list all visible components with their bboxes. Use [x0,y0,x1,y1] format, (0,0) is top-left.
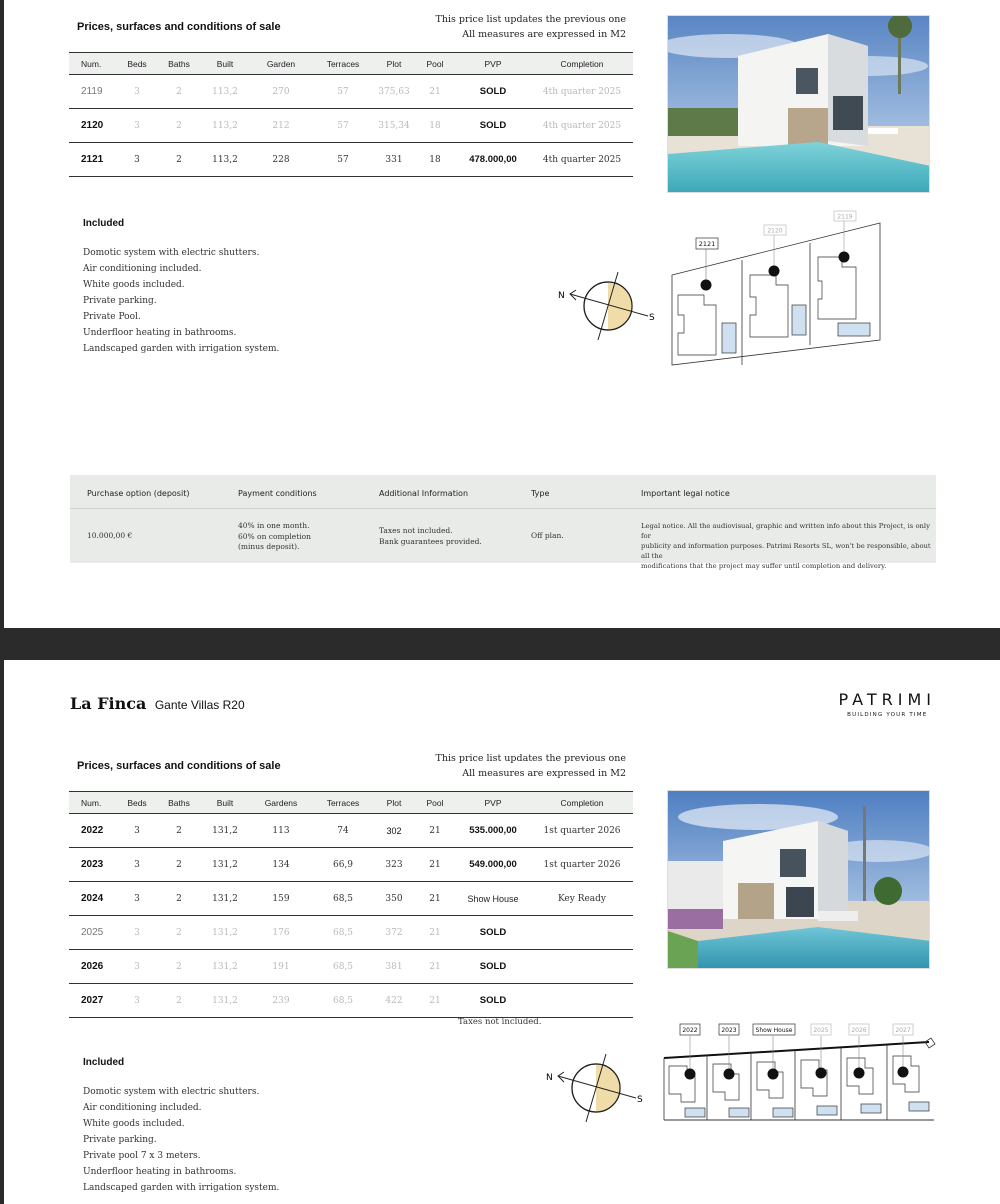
cell-plot: 350 [373,882,415,916]
cell-plot: 323 [373,848,415,882]
plan-label: Show House [755,1027,793,1034]
list-item: Landscaped garden with irrigation system. [83,1183,280,1193]
cell-pvp: Show House [455,882,531,916]
plan-label: 2022 [682,1027,698,1034]
list-item: Private parking. [83,296,157,306]
cell-plot: 331 [373,143,415,177]
conditions-header: Purchase option (deposit) [87,489,190,498]
cell-terraces: 66,9 [313,848,373,882]
cell-num: 2121 [69,143,117,177]
cell-baths: 2 [157,882,201,916]
cell-beds: 3 [117,950,157,984]
list-item: Private parking. [83,1135,157,1145]
cell-pvp: SOLD [455,109,531,143]
col-baths: Baths [157,792,201,814]
cell-pvp: SOLD [455,75,531,109]
cell-beds: 3 [117,848,157,882]
table-row [69,814,633,848]
cell-terraces: 68,5 [313,916,373,950]
cell-garden: 159 [249,882,313,916]
conditions-table [70,475,936,570]
cell-beds: 3 [117,143,157,177]
cell-completion: 4th quarter 2025 [531,75,633,109]
table-header-row [69,792,633,814]
cell-pool: 21 [415,950,455,984]
cell-built: 131,2 [201,848,249,882]
included-list [83,245,279,357]
cell-baths: 2 [157,109,201,143]
table-row [69,950,633,984]
cell-terraces: 68,5 [313,882,373,916]
cell-num: 2024 [69,882,117,916]
cell-terraces: 57 [313,75,373,109]
table-row [69,848,633,882]
cell-built: 131,2 [201,814,249,848]
plan-label: 2026 [851,1027,867,1034]
price-table [69,52,633,177]
list-item: Underfloor heating in bathrooms. [83,328,237,338]
included-section [83,218,279,357]
price-list-notes [435,751,626,781]
price-list-notes [435,12,626,42]
cell-garden: 134 [249,848,313,882]
list-item: White goods included. [83,280,185,290]
cell-beds: 3 [117,814,157,848]
table-row [69,109,633,143]
cell-terraces: 74 [313,814,373,848]
col-completion: Completion [531,792,633,814]
cell-completion [531,984,633,1018]
col-num: Num. [69,792,117,814]
cell-pool: 18 [415,109,455,143]
cell-baths: 2 [157,984,201,1018]
note-line: All measures are expressed in M2 [462,29,626,40]
deposit-value: 10.000,00 € [87,531,133,540]
conditions-header: Payment conditions [238,489,317,498]
cell-completion: 1st quarter 2026 [531,814,633,848]
cell-pool: 18 [415,143,455,177]
col-terraces: Terraces [313,792,373,814]
plan-label: 2025 [813,1027,829,1034]
cell-built: 131,2 [201,950,249,984]
col-built: Built [201,792,249,814]
tax-note: Taxes not included. [458,1017,542,1027]
cell-garden: 239 [249,984,313,1018]
logo-name: PATRIMI [838,690,936,709]
compass-icon [540,1050,650,1130]
col-pvp: PVP [455,792,531,814]
cell-pvp: 478.000,00 [455,143,531,177]
price-table [69,791,633,1018]
table-row [69,882,633,916]
cell-completion: 4th quarter 2025 [531,143,633,177]
cell-num: 2023 [69,848,117,882]
cell-garden: 270 [249,75,313,109]
list-item: Domotic system with electric shutters. [83,1087,260,1097]
col-plot: Plot [373,53,415,75]
cell-num: 2022 [69,814,117,848]
included-list [83,1084,279,1196]
cell-pvp: 549.000,00 [455,848,531,882]
list-item: Air conditioning included. [83,1103,202,1113]
cell-plot: 302 [373,814,415,848]
cell-beds: 3 [117,75,157,109]
project-name: La Finca [70,694,147,713]
conditions-header: Type [531,489,550,498]
cell-garden: 113 [249,814,313,848]
site-plan-diagram [659,1022,939,1127]
cell-terraces: 57 [313,109,373,143]
col-num: Num. [69,53,117,75]
legal-line: modifications that the project may suffer until completion and delivery. [641,562,887,570]
cell-baths: 2 [157,950,201,984]
col-baths: Baths [157,53,201,75]
list-item: Underfloor heating in bathrooms. [83,1167,237,1177]
project-subtitle: Gante Villas R20 [154,698,245,712]
list-item: Landscaped garden with irrigation system. [83,344,280,354]
included-title: Included [83,1057,125,1068]
cell-completion: 1st quarter 2026 [531,848,633,882]
logo-tagline: BUILDING YOUR TIME [847,712,928,718]
col-pool: Pool [415,792,455,814]
legal-line: Legal notice. All the audiovisual, graphic and written info about this Project, is only for [641,522,930,540]
col-built: Built [201,53,249,75]
cell-completion: 4th quarter 2025 [531,109,633,143]
cell-plot: 381 [373,950,415,984]
cell-num: 2026 [69,950,117,984]
cell-beds: 3 [117,882,157,916]
list-item: Private pool 7 x 3 meters. [83,1151,201,1161]
cell-plot: 315,34 [373,109,415,143]
col-plot: Plot [373,792,415,814]
list-item: Domotic system with electric shutters. [83,248,260,258]
cell-pvp: SOLD [455,984,531,1018]
cell-garden: 228 [249,143,313,177]
payment-line: (minus deposit). [238,542,300,551]
page-gap [0,628,1000,660]
cell-num: 2027 [69,984,117,1018]
additional-information [379,526,482,547]
cell-baths: 2 [157,848,201,882]
col-beds: Beds [117,792,157,814]
document-page-1 [4,0,1000,628]
additional-line: Taxes not included. [379,526,453,535]
plan-label: 2120 [767,227,783,235]
compass-s-label: S [649,313,655,323]
col-gardens: Gardens [249,792,313,814]
included-title: Included [83,218,125,229]
cell-built: 113,2 [201,109,249,143]
col-terraces: Terraces [313,53,373,75]
conditions-header-row [70,475,936,509]
compass-icon [552,268,662,348]
cell-garden: 191 [249,950,313,984]
conditions-header: Additional Information [379,489,469,498]
table-row [69,984,633,1018]
section-title: Prices, surfaces and conditions of sale [77,21,281,33]
cell-plot: 422 [373,984,415,1018]
note-line: This price list updates the previous one [435,14,626,25]
cell-built: 131,2 [201,882,249,916]
cell-pool: 21 [415,814,455,848]
cell-baths: 2 [157,916,201,950]
included-section [83,1057,279,1196]
cell-num: 2120 [69,109,117,143]
cell-pvp: 535.000,00 [455,814,531,848]
cell-baths: 2 [157,814,201,848]
cell-pool: 21 [415,882,455,916]
cell-plot: 372 [373,916,415,950]
col-pvp: PVP [455,53,531,75]
col-completion: Completion [531,53,633,75]
patrimi-logo [839,690,936,718]
plan-label: 2027 [895,1027,911,1034]
table-row [69,75,633,109]
col-pool: Pool [415,53,455,75]
cell-baths: 2 [157,75,201,109]
table-row [69,143,633,177]
cell-pool: 21 [415,916,455,950]
col-garden: Garden [249,53,313,75]
conditions-header: Important legal notice [641,489,730,498]
plan-label: 2121 [698,240,716,248]
cell-built: 131,2 [201,984,249,1018]
cell-terraces: 68,5 [313,950,373,984]
cell-completion [531,916,633,950]
plan-label: 2023 [721,1027,737,1034]
type-value: Off plan. [531,531,564,540]
cell-terraces: 68,5 [313,984,373,1018]
plan-label: 2119 [837,213,853,221]
cell-completion: Key Ready [531,882,633,916]
cell-pvp: SOLD [455,916,531,950]
payment-line: 40% in one month. [238,521,310,530]
list-item: Air conditioning included. [83,264,202,274]
compass-s-label: S [637,1095,643,1105]
site-plan-diagram [664,205,894,370]
list-item: White goods included. [83,1119,185,1129]
cell-built: 113,2 [201,75,249,109]
table-row [69,916,633,950]
additional-line: Bank guarantees provided. [379,536,482,546]
compass-n-label: N [558,291,565,301]
cell-pool: 21 [415,75,455,109]
cell-pool: 21 [415,848,455,882]
col-beds: Beds [117,53,157,75]
cell-completion [531,950,633,984]
cell-beds: 3 [117,109,157,143]
note-line: This price list updates the previous one [435,753,626,764]
cell-num: 2119 [69,75,117,109]
list-item: Private Pool. [83,312,141,322]
legal-line: publicity and information purposes. Patrimi Resorts SL, won't be responsible, about all the [641,542,931,560]
legal-notice [641,521,936,571]
cell-beds: 3 [117,916,157,950]
cell-pool: 21 [415,984,455,1018]
cell-garden: 176 [249,916,313,950]
cell-built: 113,2 [201,143,249,177]
cell-terraces: 57 [313,143,373,177]
payment-line: 60% on completion [238,531,312,541]
cell-plot: 375,63 [373,75,415,109]
document-page-2 [4,660,1000,1204]
cell-beds: 3 [117,984,157,1018]
note-line: All measures are expressed in M2 [462,768,626,779]
section-title: Prices, surfaces and conditions of sale [77,760,281,772]
cell-garden: 212 [249,109,313,143]
cell-baths: 2 [157,143,201,177]
table-header-row [69,53,633,75]
compass-n-label: N [546,1073,553,1083]
project-title [70,694,245,714]
cell-built: 131,2 [201,916,249,950]
villa-render-photo [667,15,930,193]
payment-conditions [238,521,311,553]
cell-pvp: SOLD [455,950,531,984]
villa-render-photo [667,790,930,969]
cell-num: 2025 [69,916,117,950]
